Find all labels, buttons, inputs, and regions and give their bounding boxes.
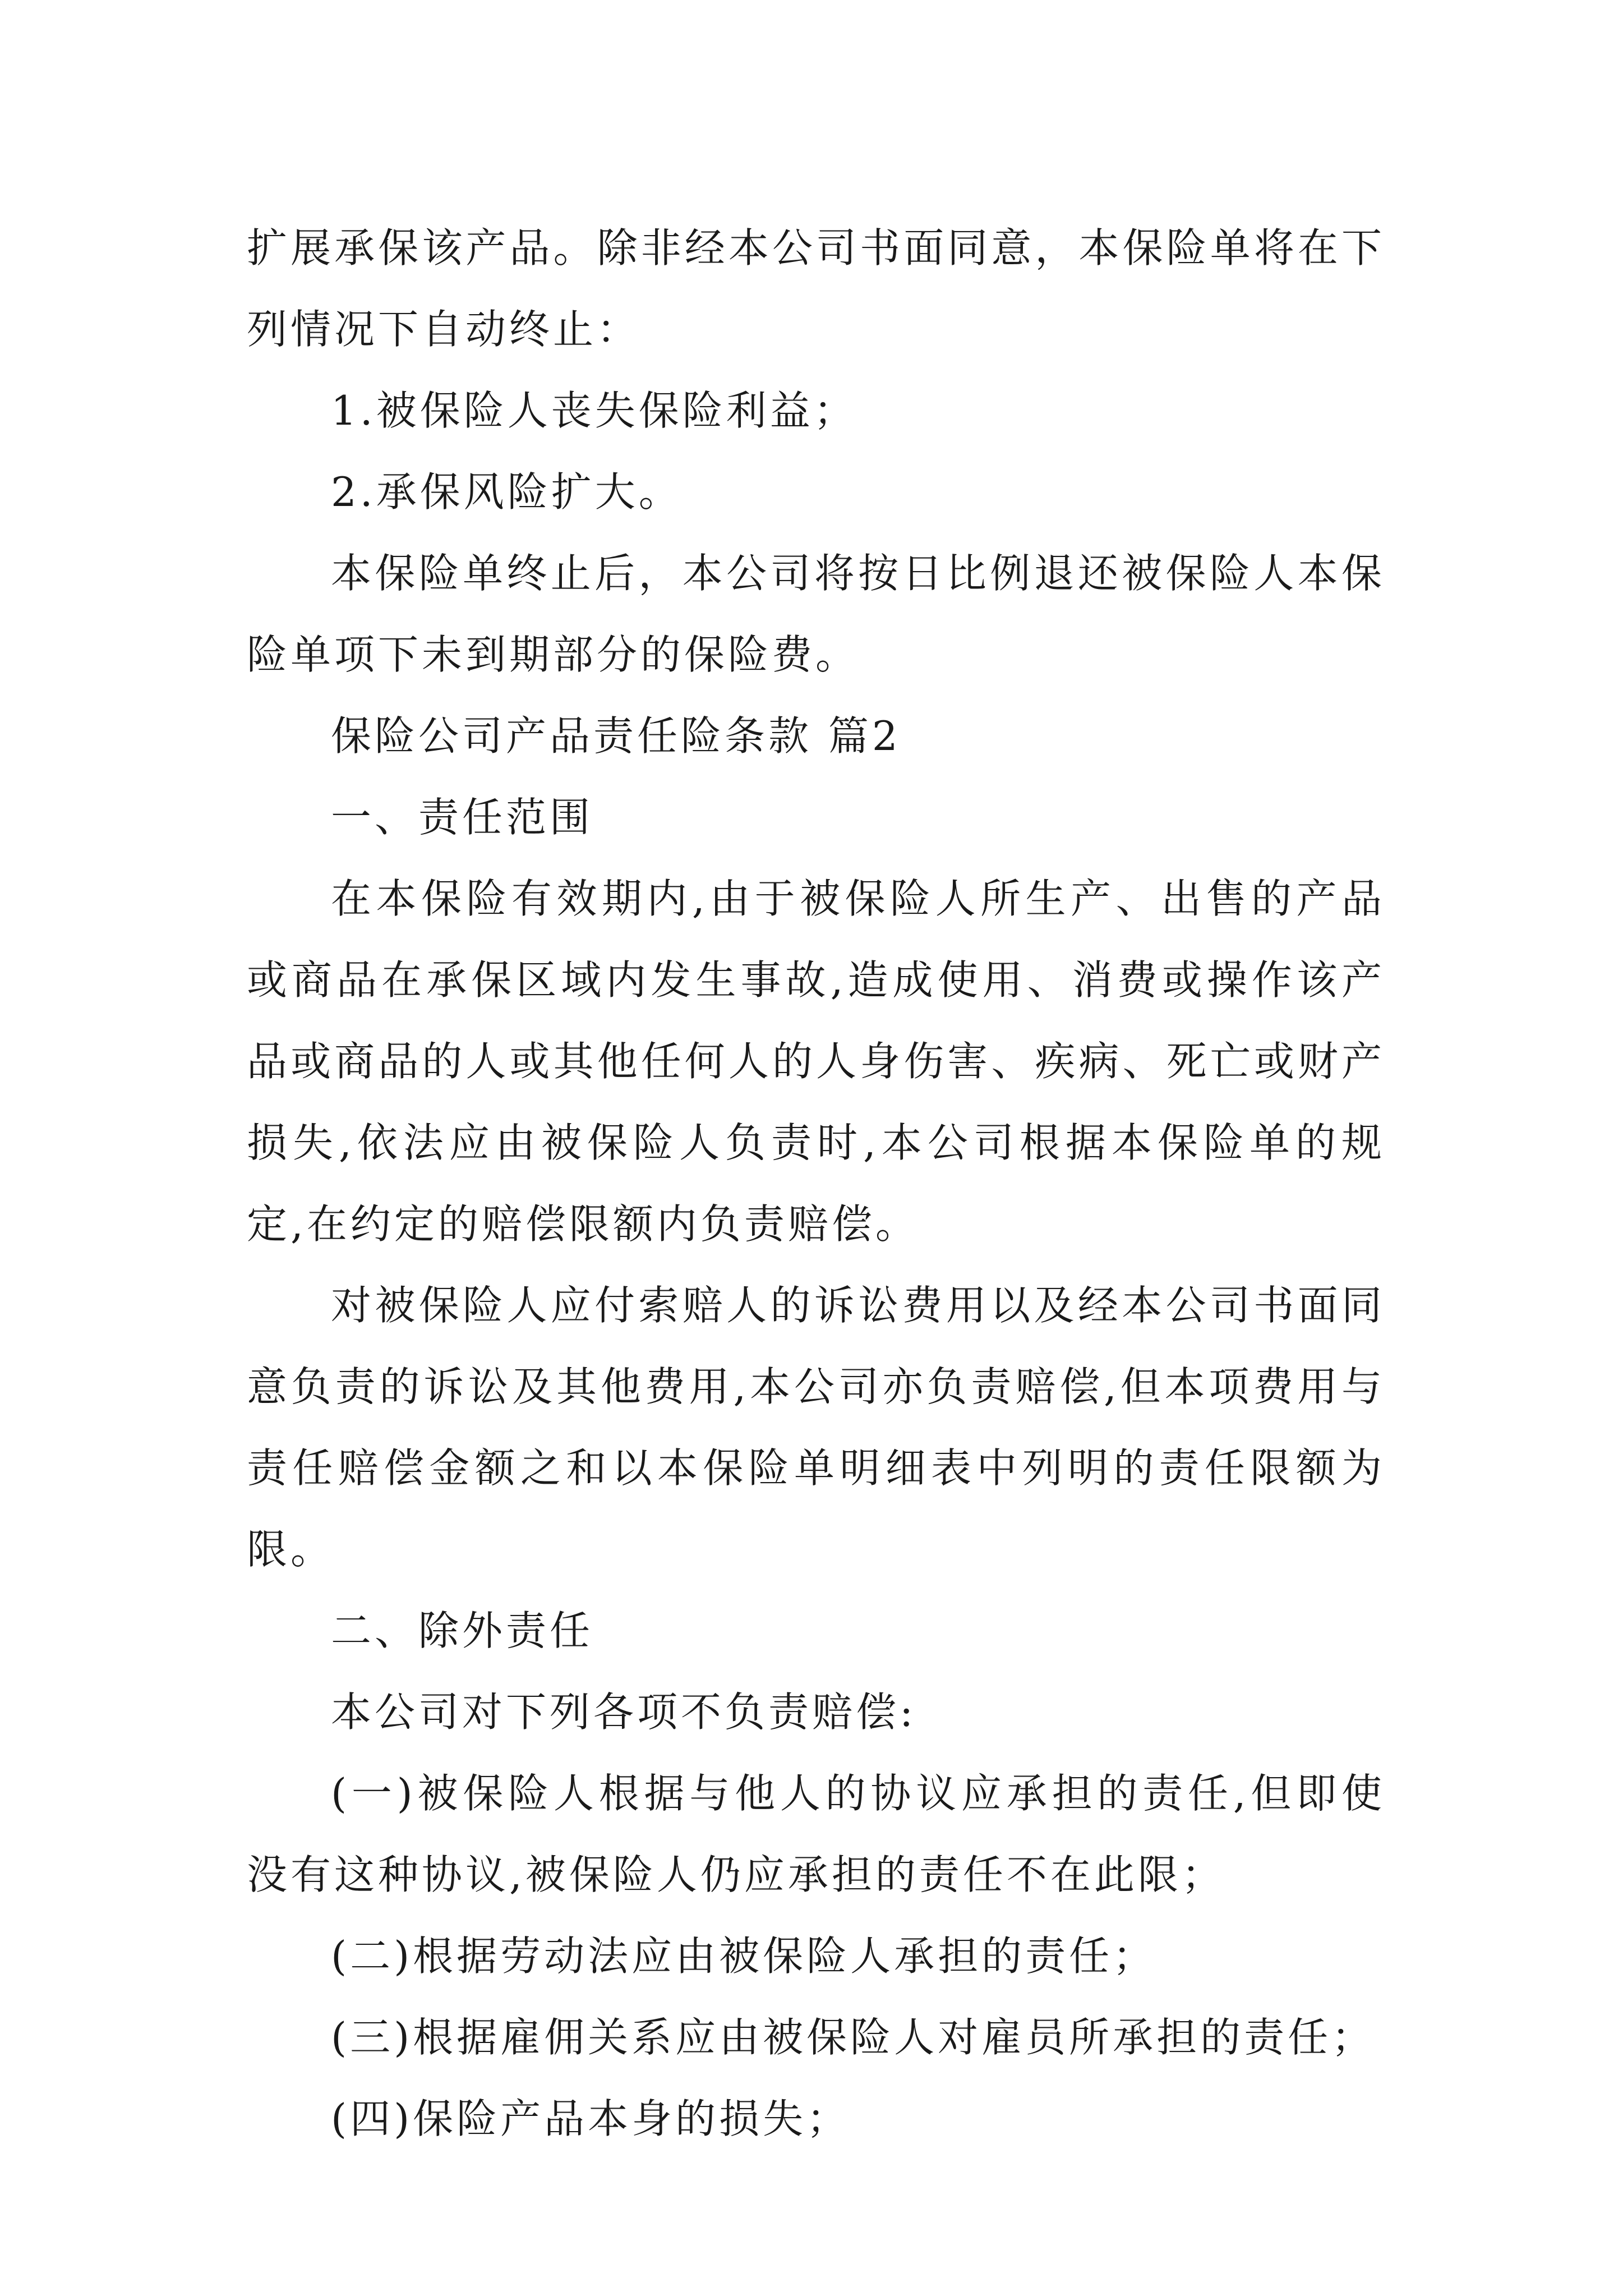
- exclusion-item-2: (二)根据劳动法应由被保险人承担的责任；: [331, 1932, 1157, 1980]
- paragraph-litigation-costs: 对被保险人应付索赔人的诉讼费用以及经本公司书面同意负责的诉讼及其他费用,本公司亦负责赔偿,但本项费用与责任赔偿金额之和以本保险单明细表中列明的责任限额为限。: [247, 1282, 1385, 1573]
- heading-exclusions: 二、除外责任: [331, 1607, 594, 1654]
- document-body: [247, 208, 1385, 2160]
- paragraph-continuation: 扩展承保该产品。除非经本公司书面同意，本保险单将在下列情况下自动终止：: [247, 224, 1385, 353]
- list-item-2: 2.承保风险扩大。: [331, 468, 683, 516]
- exclusion-item-4: (四)保险产品本身的损失；: [331, 2095, 851, 2142]
- heading-coverage-scope: 一、责任范围: [331, 794, 594, 841]
- paragraph-coverage-description: 在本保险有效期内,由于被保险人所生产、出售的产品或商品在承保区域内发生事故,造成使用、消费或操作该产品或商品的人或其他任何人的人身伤害、疾病、死亡或财产损失,依法应由被保险人负责时,本公司根据本保险单的规定,在约定的赔偿限额内负责赔偿。: [247, 875, 1385, 1248]
- section-title: 保险公司产品责任险条款 篇2: [331, 712, 901, 760]
- paragraph-exclusions-intro: 本公司对下列各项不负责赔偿:: [331, 1688, 917, 1736]
- exclusion-item-3: (三)根据雇佣关系应由被保险人对雇员所承担的责任；: [331, 2014, 1376, 2061]
- exclusion-item-1: (一)被保险人根据与他人的协议应承担的责任,但即使没有这种协议,被保险人仍应承担的责任不在此限；: [247, 1770, 1385, 1898]
- paragraph-termination-refund: 本保险单终止后，本公司将按日比例退还被保险人本保险单项下未到期部分的保险费。: [247, 550, 1385, 678]
- list-item-1: 1.被保险人丧失保险利益；: [331, 387, 857, 434]
